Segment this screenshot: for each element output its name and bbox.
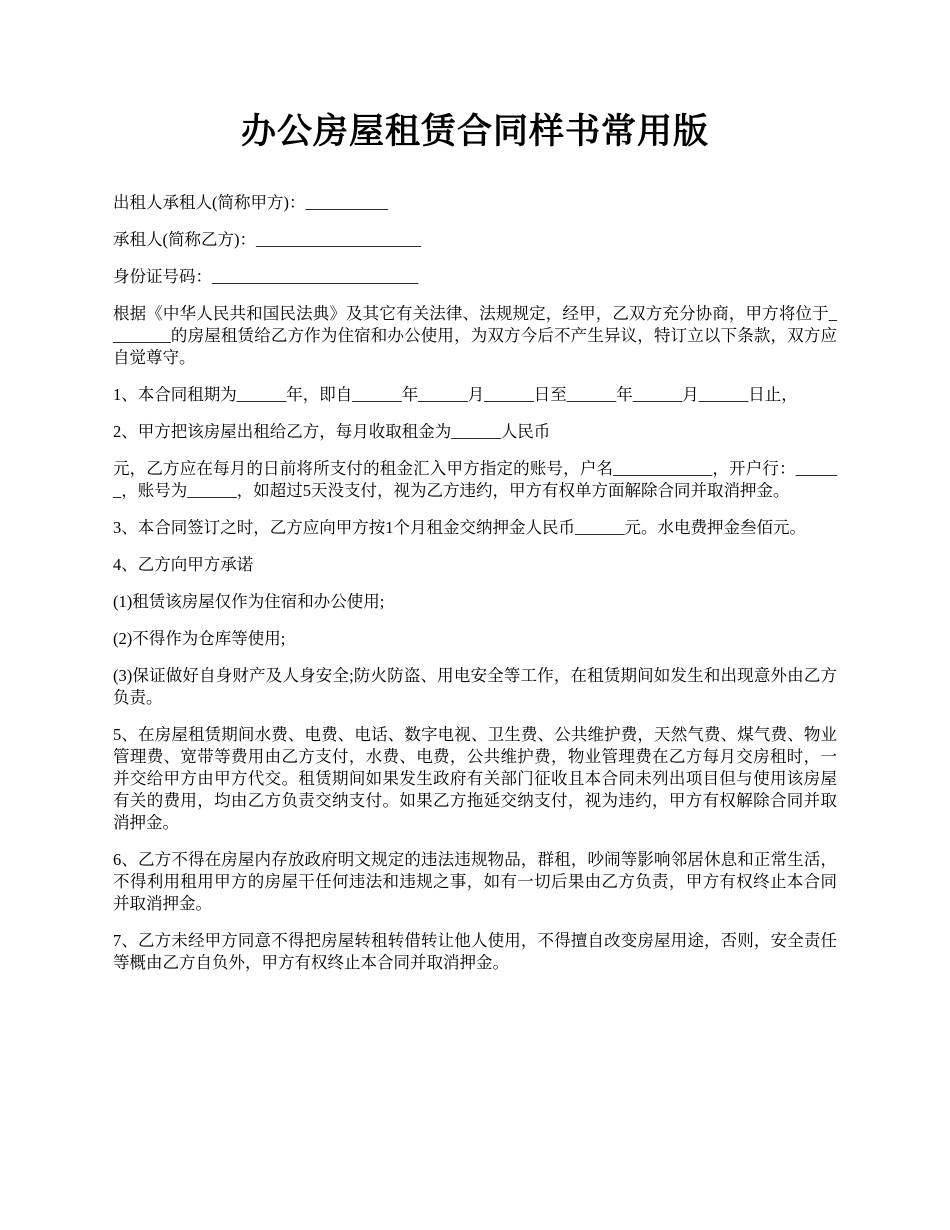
- clause-4-item-3: (3)保证做好自身财产及人身安全;防火防盗、用电安全等工作，在租赁期间如发生和出现意外由乙方负责。: [113, 666, 837, 707]
- id-number-line: 身份证号码：_________________________: [113, 267, 419, 286]
- clause-1: 1、本合同租期为______年，即自______年______月______日至______年______月______日止，: [113, 385, 798, 404]
- clause-2-payment: 元，乙方应在每月的日前将所支付的租金汇入甲方指定的账号，户名____________，开户行：______，账号为______，如超过5天没支付，视为乙方违约，甲方有权单方面解除合同并取消押金。: [113, 459, 837, 500]
- lessee-line: 承租人(简称乙方)：____________________: [113, 230, 421, 249]
- clause-4: 4、乙方向甲方承诺: [113, 555, 254, 574]
- clause-6: 6、乙方不得在房屋内存放政府明文规定的违法违规物品，群租，吵闹等影响邻居休息和正常生活，不得利用租用甲方的房屋干任何违法和违规之事，如有一切后果由乙方负责，甲方有权终止本合同并取消押金。: [113, 850, 837, 913]
- clause-3: 3、本合同签订之时，乙方应向甲方按1个月租金交纳押金人民币______元。水电费押金叁佰元。: [113, 518, 806, 537]
- clause-5: 5、在房屋租赁期间水费、电费、电话、数字电视、卫生费、公共维护费，天然气费、煤气费、物业管理费、宽带等费用由乙方支付，水费、电费，公共维护费，物业管理费在乙方每月交房租时，一并交给甲方由甲方代交。租赁期间如果发生政府有关部门征收且本合同未列出项目但与使用该房屋有关的费用，均由乙方负责交纳支付。如果乙方拖延交纳支付，视为违约，甲方有权解除合同并取消押金。: [113, 725, 837, 832]
- document-title: 办公房屋租赁合同样书常用版: [240, 112, 709, 151]
- clause-4-item-1: (1)租赁该房屋仅作为住宿和办公使用;: [113, 592, 385, 611]
- preamble-paragraph: 根据《中华人民共和国民法典》及其它有关法律、法规规定，经甲，乙双方充分协商，甲方将位于________的房屋租赁给乙方作为住宿和办公使用，为双方今后不产生异议，特订立以下条款，双方应自觉尊守。: [113, 304, 837, 367]
- lessor-line: 出租人承租人(简称甲方)：__________: [113, 193, 388, 212]
- clause-4-item-2: (2)不得作为仓库等使用;: [113, 629, 286, 648]
- clause-2: 2、甲方把该房屋出租给乙方，每月收取租金为______人民币: [113, 422, 551, 441]
- clause-7: 7、乙方未经甲方同意不得把房屋转租转借转让他人使用，不得擅自改变房屋用途，否则，安全责任等概由乙方自负外，甲方有权终止本合同并取消押金。: [113, 931, 837, 972]
